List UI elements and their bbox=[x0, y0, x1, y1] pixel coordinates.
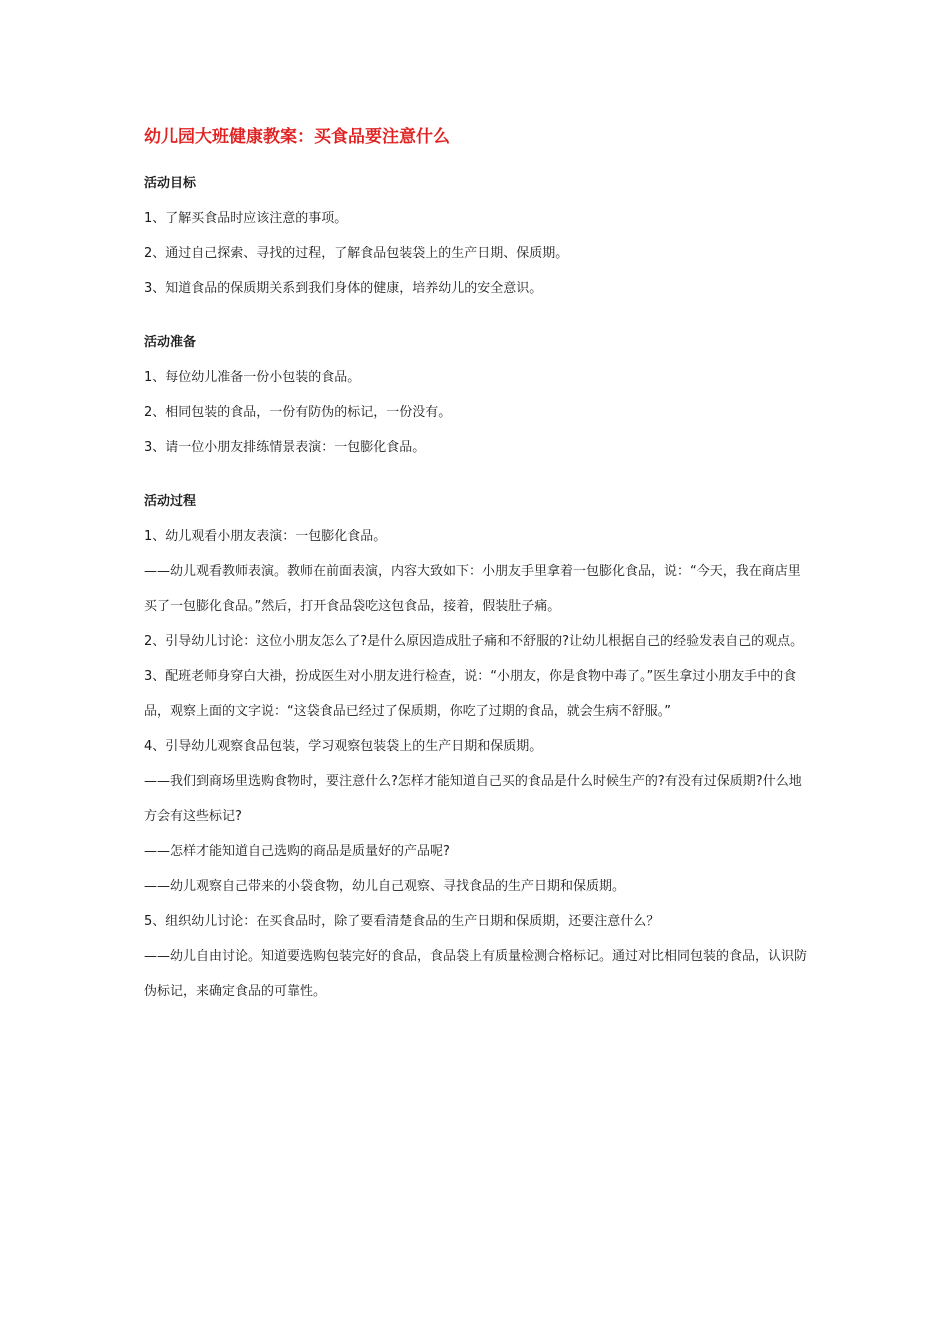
section-preparation bbox=[144, 325, 808, 465]
section-heading: 活动过程 bbox=[144, 494, 197, 509]
paragraph: 2、通过自己探索、寻找的过程，了解食品包装袋上的生产日期、保质期。 bbox=[144, 246, 569, 261]
section-goals bbox=[144, 166, 808, 306]
section-spacer bbox=[144, 306, 808, 325]
paragraph: ——幼儿观察自己带来的小袋食物，幼儿自己观察、寻找食品的生产日期和保质期。 bbox=[144, 879, 626, 894]
paragraph: 3、配班老师身穿白大褂，扮成医生对小朋友进行检查，说：“小朋友，你是食物中毒了。”医生拿过小朋友手中的食品，观察上面的文字说：“这袋食品已经过了保质期，你吃了过期的食品，就会生病不舒服。” bbox=[144, 669, 797, 719]
paragraph: 5、组织幼儿讨论：在买食品时，除了要看清楚食品的生产日期和保质期，还要注意什么？ bbox=[144, 914, 660, 929]
paragraph: ——幼儿观看教师表演。教师在前面表演，内容大致如下：小朋友手里拿着一包膨化食品，说：“今天，我在商店里买了一包膨化食品。”然后，打开食品袋吃这包食品，接着，假装肚子痛。 bbox=[144, 564, 801, 614]
paragraph: 2、相同包装的食品，一份有防伪的标记，一份没有。 bbox=[144, 405, 452, 420]
section-spacer bbox=[144, 465, 808, 484]
paragraph: 4、引导幼儿观察食品包装，学习观察包装袋上的生产日期和保质期。 bbox=[144, 739, 543, 754]
document-title: 幼儿园大班健康教案：买食品要注意什么 bbox=[144, 127, 450, 147]
paragraph: 3、知道食品的保质期关系到我们身体的健康，培养幼儿的安全意识。 bbox=[144, 281, 543, 296]
paragraph: ——幼儿自由讨论。知道要选购包装完好的食品，食品袋上有质量检测合格标记。通过对比相同包装的食品，认识防伪标记，来确定食品的可靠性。 bbox=[144, 949, 808, 999]
section-heading: 活动准备 bbox=[144, 335, 197, 350]
document-page bbox=[144, 118, 808, 1009]
section-heading: 活动目标 bbox=[144, 176, 197, 191]
paragraph: 1、幼儿观看小朋友表演：一包膨化食品。 bbox=[144, 529, 387, 544]
paragraph: 1、了解买食品时应该注意的事项。 bbox=[144, 211, 348, 226]
paragraph: 1、每位幼儿准备一份小包装的食品。 bbox=[144, 370, 361, 385]
paragraph: 2、引导幼儿讨论：这位小朋友怎么了?是什么原因造成肚子痛和不舒服的?让幼儿根据自己的经验发表自己的观点。 bbox=[144, 634, 804, 649]
section-process bbox=[144, 484, 808, 1009]
paragraph: 3、请一位小朋友排练情景表演：一包膨化食品。 bbox=[144, 440, 426, 455]
paragraph: ——我们到商场里选购食物时，要注意什么?怎样才能知道自己买的食品是什么时候生产的?有没有过保质期?什么地方会有这些标记? bbox=[144, 774, 802, 824]
paragraph: ——怎样才能知道自己选购的商品是质量好的产品呢? bbox=[144, 844, 450, 859]
